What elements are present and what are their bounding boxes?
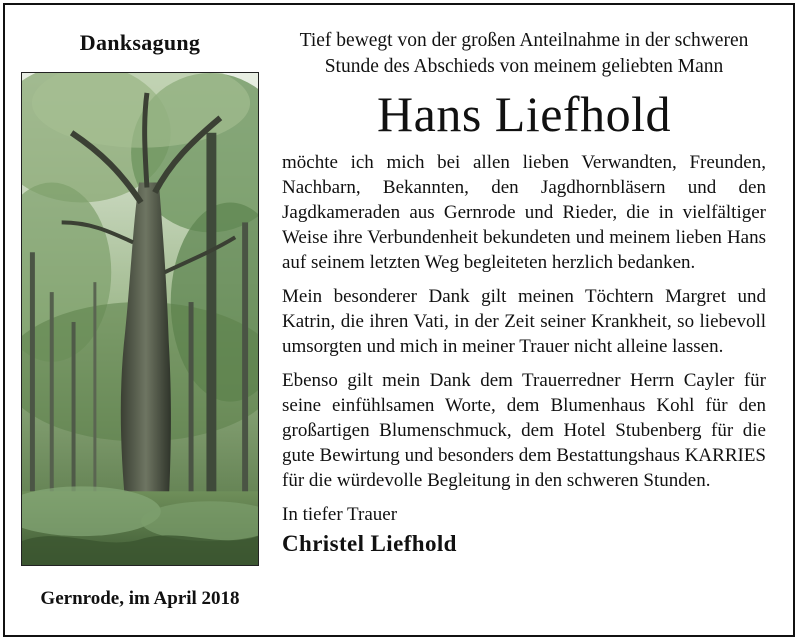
place-and-date: Gernrode, im April 2018 [40, 588, 240, 609]
intro-line-2: Stunde des Abschieds von meinem geliebten Mann [324, 56, 724, 77]
closing-phrase: In tiefer Trauer [282, 504, 398, 525]
deceased-name: Hans Liefhold [377, 86, 671, 142]
thanks-paragraph-1: möchte ich mich bei allen lieben Verwandten, Freunden, Nachbarn, Bekannten, den Jagdhornbläsern und den Jagdkameraden aus Gernrode und Rieder, die in vielfältiger Weise ihre Verbundenheit bekundeten und meinem lieben Hans auf seinem letzten Weg begleiteten herzlich bedanken. [282, 152, 766, 273]
intro-line-1: Tief bewegt von der großen Anteilnahme in der schweren [299, 30, 749, 51]
signature-name: Christel Liefhold [282, 531, 457, 556]
thanks-paragraph-3: Ebenso gilt mein Dank dem Trauerredner Herrn Cayler für seine einfühlsamen Worte, dem Blumenhaus Kohl für den großartigen Blumenschmuck, dem Hotel Stubenberg für die gute Bewirtung und besonders dem Bestattungshaus KARRIES für die würdevolle Begleitung in den schweren Stunden. [282, 370, 766, 491]
notice-text-column [282, 28, 766, 559]
forest-photo [21, 72, 259, 566]
thanks-paragraph-2: Mein besonderer Dank gilt meinen Töchtern Margret und Katrin, die ihren Vati, in der Zeit seiner Krankheit, so liebevoll umsorgten und mich in meiner Trauer nicht alleine lassen. [282, 286, 766, 357]
notice-heading: Danksagung [79, 30, 201, 55]
